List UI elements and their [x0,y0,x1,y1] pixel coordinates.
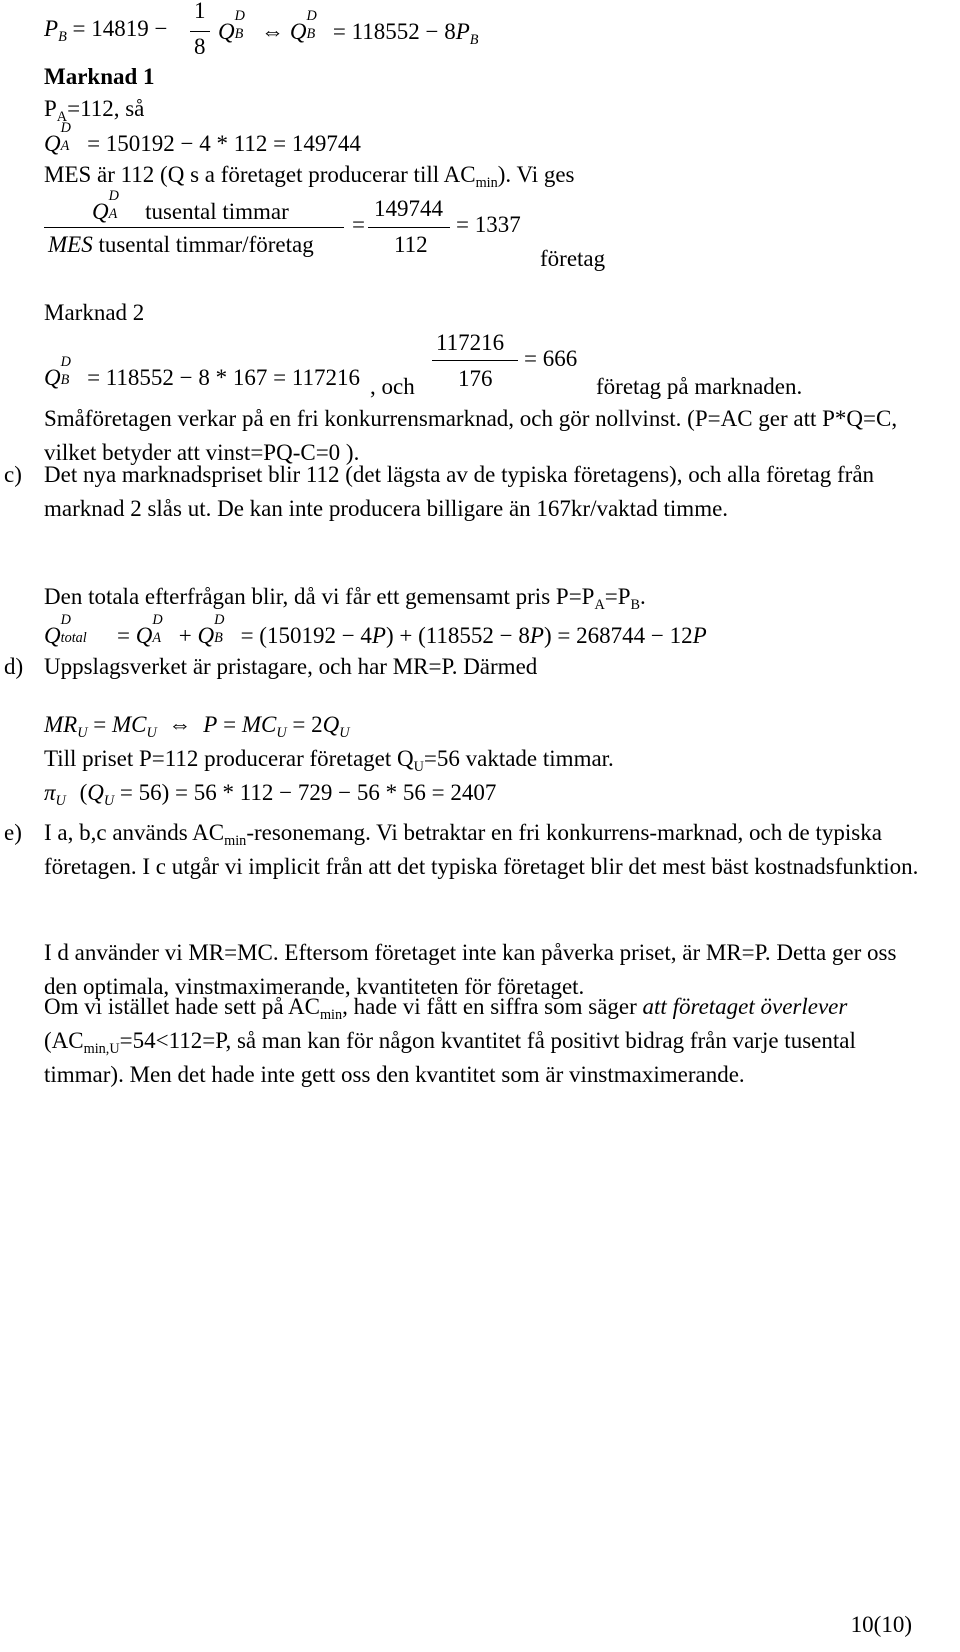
heading-marknad-1: Marknad 1 [44,64,155,89]
sup-d: D [234,8,245,25]
fraction3-bar [432,360,518,361]
unit-foretag: företag [540,246,606,271]
label-c: c) [4,462,22,487]
sup-d: D [306,8,317,25]
fraction-bottom-mes: MES tusental timmar/företag [48,232,314,257]
symbol-q: Q [218,19,235,44]
profit-equation: $\pi_U$ $(Q_U = 56) = 56 * 112 - 729 - 56 * 56 = 2407$ [44,780,497,809]
paragraph-d-1: Uppslagsverket är pristagare, och har MR=P. Därmed [44,654,538,679]
symbol-q: Q [289,19,307,44]
paragraph-e-1: I a, b,c används $AC_{min}$-resonemang. Vi betraktar en fri konkurrens-marknad, och de typiska företagen. I c utgår vi implicit från att det typiska företaget blir det mest bäst kostnadsfunktion. [44,820,919,879]
iff-sign: ⇔ [261,19,285,44]
sub-b: B [306,25,316,42]
fraction2-bar [368,227,450,228]
page-number: 10(10) [850,1612,912,1637]
qb-equation: Q D B = 118552 − 8 * 167 = 117216 [44,354,361,390]
result-1337: = 1337 [456,212,521,237]
equals-sign: = [72,16,86,41]
equation-pb [44,16,168,45]
heading-marknad-2: Marknad 2 [44,300,145,325]
symbol-p: P [44,16,59,41]
mr-mc-equation: $MR_U = MC_U$ ⇔ $P = MC_U = 2Q_U$ [44,712,350,741]
label-d: d) [4,654,24,679]
total-demand-equation: Q D total = Q D A + Q D B = (150192 − 4P) + (118552 − 8P) = 268744 − 12P [44,612,707,648]
paragraph-smaforetagen: Småföretagen verkar på en fri konkurrensmarknad, och gör nollvinst. (P=AC ger att P*Q=C, vilket betyder att vinst=PQ-C=0 ). [44,406,898,465]
qa-equation: Q D A = 150192 − 4 * 112 = 149744 [44,120,361,156]
och-text: , och [370,374,415,399]
constant: 14819 [91,16,149,41]
minus-sign: − [154,16,168,41]
fraction2-numerator: 149744 [374,196,443,221]
symbol-p: P [455,19,470,44]
equals-sign: = [352,212,365,237]
paragraph-d-2: Till priset P=112 producerar företaget $Q_U=56$ vaktade timmar. [44,746,614,775]
paragraph-c-2: Den totala efterfrågan blir, då vi får ett gemensamt pris $P=P_A=P_B$. [44,584,646,613]
label-e: e) [4,820,22,845]
paragraph-e-3: Om vi istället hade sett på $AC_{min}$, hade vi fått en siffra som säger att företaget överlever ($AC_{min,U}=54<112=P$, så man kan för någon kvantitet få positivt bidrag från varje tusental timmar). Men det hade inte gett oss den kvantitet som är vinstmaximerande. [44,994,856,1087]
foretag-pa-marknaden: företag på marknaden. [596,374,803,399]
sub-b: B [469,31,479,48]
fraction3-denominator: 176 [458,366,493,391]
fraction3-numerator: 117216 [436,330,505,355]
fraction2-denominator: 112 [394,232,428,257]
fraction-numerator: 1 [194,0,206,23]
rhs-expression: = 118552 − 8 [332,19,456,44]
result-666: = 666 [524,346,578,371]
sub-b: B [58,28,67,45]
sub-b: B [234,25,244,42]
fraction-bar-qa-mes [44,227,344,228]
paragraph-e-2: I d använder vi MR=MC. Eftersom företaget inte kan påverka priset, är MR=P. Detta ger oss den optimala, vinstmaximerande, kvantiteten för företaget. [44,940,897,999]
equation-pb-rest [218,8,479,48]
fraction-denominator: 8 [194,34,206,59]
fraction-bar [190,31,210,32]
fraction-top-qa: Q D A tusental timmar [92,188,289,224]
pa-line: $P_A=112$, så [44,96,145,125]
mes-line: MES är 112 (Q s a företaget producerar till $AC_{min}$). Vi ges [44,162,575,191]
paragraph-c-1: Det nya marknadspriset blir 112 (det lägsta av de typiska företagens), och alla företag från marknad 2 slås ut. De kan inte producera billigare än 167kr/vaktad timme. [44,462,875,521]
